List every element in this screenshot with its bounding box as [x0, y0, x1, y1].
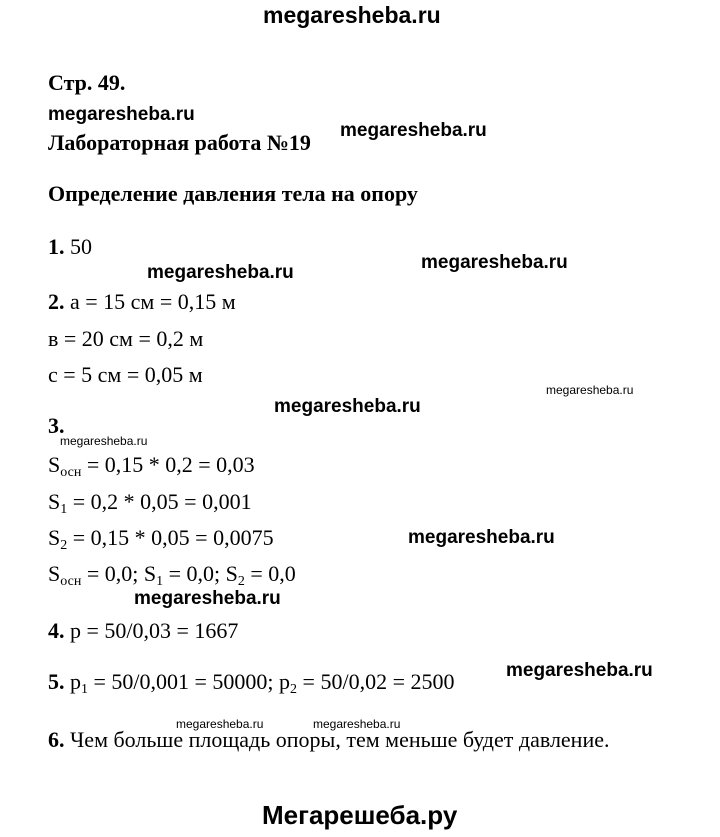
watermark: megaresheba.ru	[48, 104, 195, 125]
answer-number: 5.	[48, 669, 65, 694]
watermark: megaresheba.ru	[546, 383, 634, 397]
watermark: megaresheba.ru	[176, 717, 264, 731]
answer-1	[48, 234, 92, 260]
answer-text: Чем больше площадь опоры, тем меньше будет давление.	[70, 727, 610, 752]
answer-3-line-1: $S_{осн} = 0,15 * 0,2 = 0,03$	[48, 452, 255, 480]
watermark: megaresheba.ru	[408, 527, 555, 548]
footer-site-name: Мегарешеба.ру	[262, 800, 458, 830]
watermark: megaresheba.ru	[421, 252, 568, 273]
watermark: megaresheba.ru	[506, 660, 653, 681]
answer-6	[48, 727, 610, 753]
answer-text: p = 50/0,03 = 1667	[70, 618, 239, 643]
answer-2-line-3: с = 5 см = 0,05 м	[48, 362, 203, 387]
answer-4	[48, 618, 238, 644]
answer-5: 5. $p_1 = 50/0,001 = 50000$; $p_2 = 50/0,02 = 2500$	[48, 669, 455, 697]
watermark: megaresheba.ru	[134, 588, 281, 609]
answer-3-line-2: $S_1 = 0,2 * 0,05 = 0,001$	[48, 489, 252, 517]
lab-title: Лабораторная работа №19	[48, 130, 311, 155]
watermark: megaresheba.ru	[313, 717, 401, 731]
watermark-top: megaresheba.ru	[263, 2, 441, 28]
answer-2	[48, 289, 236, 315]
answer-3-line-4: $S_{осн} = 0,0$; $S_1 = 0,0$; $S_2 = 0,0$	[48, 561, 296, 589]
answer-text: 50	[70, 234, 92, 259]
answer-3-line-3: $S_2 = 0,15 * 0,05 = 0,0075$	[48, 525, 274, 553]
answer-number: 1.	[48, 234, 65, 259]
watermark: megaresheba.ru	[60, 434, 148, 448]
watermark: megaresheba.ru	[147, 262, 294, 283]
answer-line: а = 15 см = 0,15 м	[70, 289, 236, 314]
answer-2-line-2: в = 20 см = 0,2 м	[48, 326, 204, 351]
answer-number: 6.	[48, 727, 65, 752]
answer-number: 4.	[48, 618, 65, 643]
page-number: Стр. 49.	[48, 70, 126, 95]
lab-subject: Определение давления тела на опору	[48, 181, 418, 206]
watermark: megaresheba.ru	[274, 396, 421, 417]
answer-3-number: 3.	[48, 413, 65, 438]
watermark: megaresheba.ru	[340, 120, 487, 141]
answer-number: 2.	[48, 289, 65, 314]
